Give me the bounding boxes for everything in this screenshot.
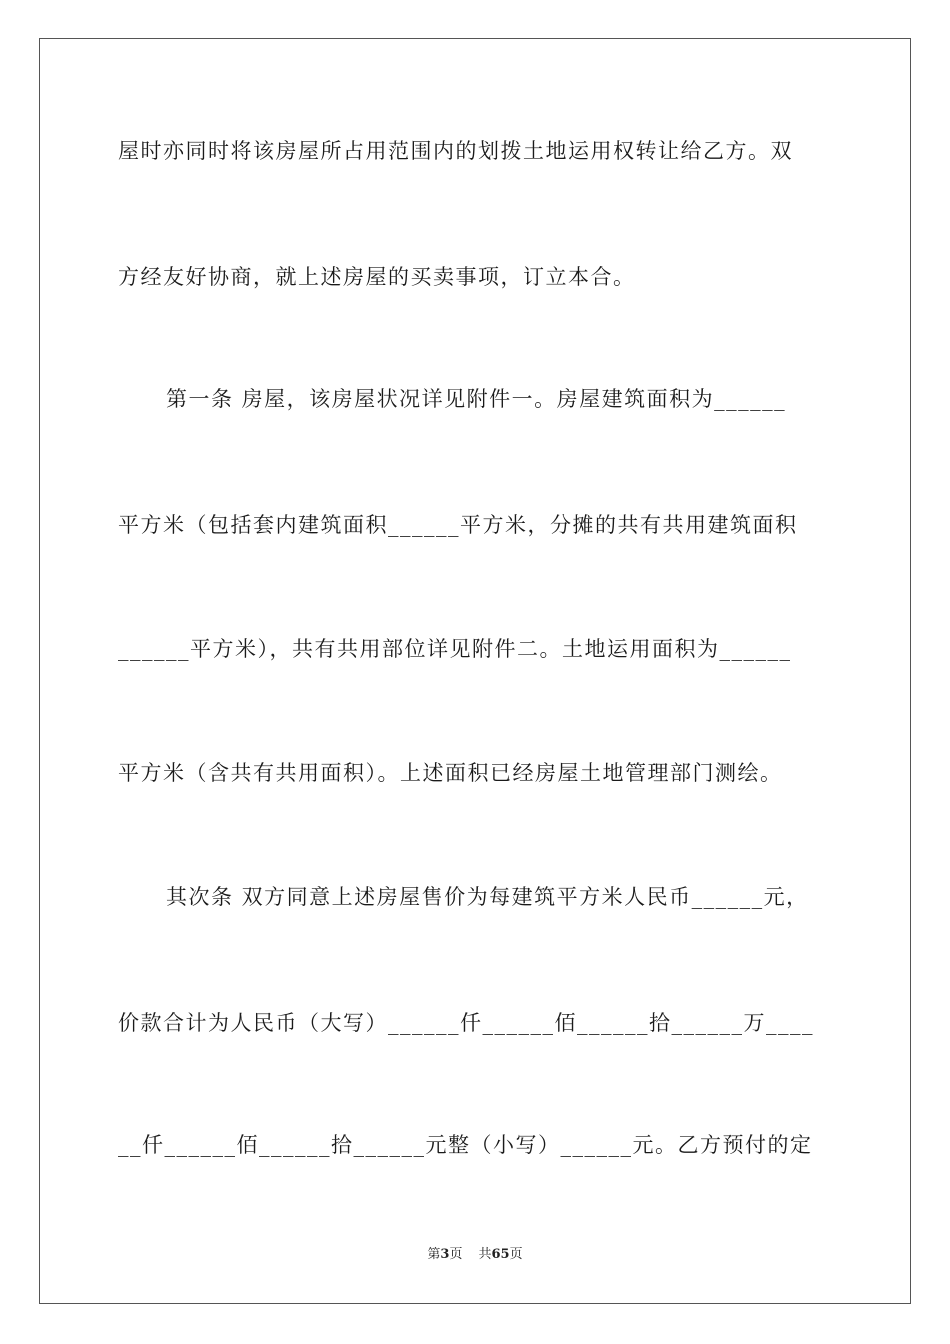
footer-page-suffix: 页 — [449, 1247, 463, 1262]
page-border — [39, 38, 911, 1304]
footer-total-pages: 65 — [491, 1247, 510, 1262]
article-one-line-3: ______平方米），共有共用部位详见附件二。土地运用面积为______ — [118, 637, 792, 661]
article-two-line-2: 价款合计为人民币（大写）______仟______佰______拾______万____ — [118, 1011, 814, 1035]
page-footer — [0, 1246, 950, 1264]
footer-page-prefix: 第 — [427, 1247, 441, 1262]
paragraph-line-1: 屋时亦同时将该房屋所占用范围内的划拨土地运用权转让给乙方。双 — [118, 139, 793, 163]
article-one-line-2: 平方米（包括套内建筑面积______平方米，分摊的共有共用建筑面积 — [118, 513, 798, 537]
paragraph-line-2: 方经友好协商，就上述房屋的买卖事项，订立本合。 — [118, 265, 636, 289]
article-one-line-4: 平方米（含共有共用面积）。上述面积已经房屋土地管理部门测绘。 — [118, 761, 783, 785]
article-one-line-1: 第一条 房屋，该房屋状况详见附件一。房屋建筑面积为______ — [166, 387, 787, 411]
article-two-line-1: 其次条 双方同意上述房屋售价为每建筑平方米人民币______元， — [166, 885, 809, 909]
footer-total-suffix: 页 — [509, 1247, 523, 1262]
footer-page-number: 3 — [440, 1247, 450, 1262]
footer-total-prefix: 共 — [478, 1247, 492, 1262]
article-two-line-3: __仟______佰______拾______元整（小写）______元。乙方预付的定 — [118, 1133, 813, 1157]
